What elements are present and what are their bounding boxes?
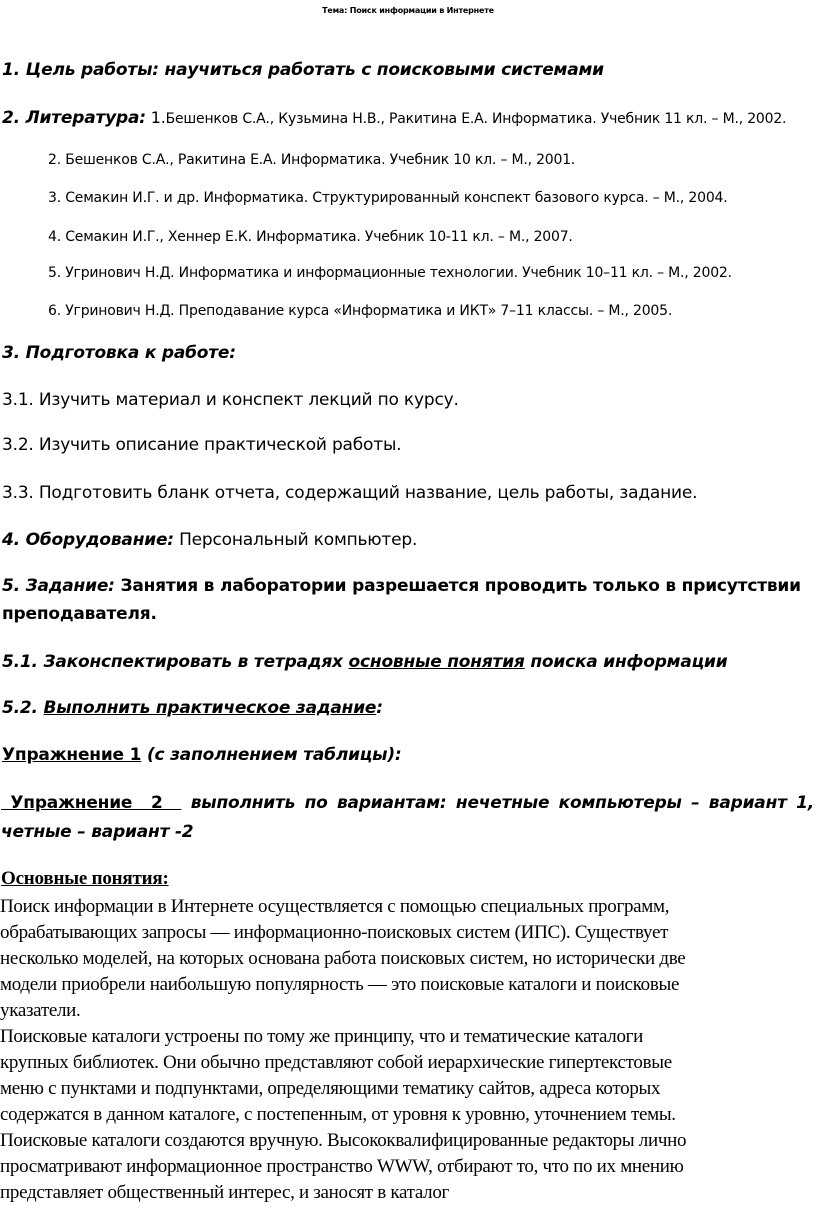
paragraph-line: Поисковые каталоги создаются вручную. Высококвалифицированные редакторы лично — [0, 1130, 687, 1151]
paragraph-line: представляет общественный интерес, и заносят в каталог — [0, 1182, 450, 1203]
paragraph-line: меню с пунктами и подпунктами, определяющими тематику сайтов, адреса которых — [0, 1078, 661, 1099]
exercise-2-word: выполнить — [190, 793, 296, 813]
task-5-1 — [2, 652, 727, 672]
exercise-1-line — [2, 745, 402, 765]
exercise-2-label: Упражнение 2 — [1, 793, 182, 813]
task-5-2-underlined: Выполнить практическое задание — [43, 698, 377, 718]
task-line-1 — [2, 576, 801, 596]
task-text-1: Занятия в лаборатории разрешается проводить только в присутствии — [114, 576, 801, 596]
exercise-2-word: компьютеры — [558, 793, 682, 813]
literature-item-2: 2. Бешенков С.А., Ракитина Е.А. Информатика. Учебник 10 кл. – М., 2001. — [48, 152, 576, 168]
paragraph-line: модели приобрели наибольшую популярность — это поисковые каталоги и поисковые — [0, 974, 680, 995]
task-5-2-prefix: 5.2. — [2, 698, 44, 718]
page-title: Тема: Поиск информации в Интернете — [322, 6, 494, 15]
equipment-line — [2, 530, 417, 550]
exercise-2-word: 1, — [796, 793, 815, 813]
exercise-2-word: нечетные — [455, 793, 550, 813]
exercise-2-word: вариант — [708, 793, 787, 813]
paragraph-line: содержатся в данном каталоге, с постепенным, от уровня к уровню, уточнением темы. — [0, 1104, 676, 1125]
exercise-1-text: (с заполнением таблицы): — [141, 745, 402, 765]
paragraph-line: несколько моделей, на которых основана работа поисковых систем, но исторически две — [0, 948, 686, 969]
literature-item-1: Бешенков С.А., Кузьмина Н.В., Ракитина Е.А. Информатика. Учебник 11 кл. – М., 2002. — [165, 111, 787, 127]
literature-first-line — [2, 108, 786, 128]
paragraph-line: обрабатывающих запросы — информационно-поисковых систем (ИПС). Существует — [0, 922, 669, 943]
literature-label: 2. Литература: — [2, 108, 146, 128]
goal-line: 1. Цель работы: научиться работать с поисковыми системами — [2, 60, 604, 80]
task-5-1-prefix: 5.1. Законспектировать в тетрадях — [2, 652, 349, 672]
exercise-2-word: по — [304, 793, 328, 813]
paragraph-line: крупных библиотек. Они обычно представляют собой иерархические гипертекстовые — [0, 1052, 672, 1073]
equipment-label: 4. Оборудование: — [2, 530, 174, 550]
task-label: 5. Задание: — [2, 576, 115, 596]
exercise-2-line-2: четные – вариант -2 — [1, 822, 194, 842]
paragraph-line: Поисковые каталоги устроены по тому же принципу, что и тематические каталоги — [0, 1026, 644, 1047]
prep-item-3: 3.3. Подготовить бланк отчета, содержащий название, цель работы, задание. — [2, 483, 698, 503]
concepts-heading: Основные понятия: — [1, 868, 169, 889]
literature-item-3: 3. Семакин И.Г. и др. Информатика. Структурированный конспект базового курса. – М., 2004. — [48, 190, 728, 206]
exercise-2-word: – — [691, 793, 700, 813]
task-text-2: преподавателя. — [2, 604, 157, 624]
exercise-2-word: вариантам: — [336, 793, 447, 813]
exercise-1-label: Упражнение 1 — [2, 745, 142, 765]
prep-heading: 3. Подготовка к работе: — [2, 343, 236, 363]
literature-item-6: 6. Угринович Н.Д. Преподавание курса «Информатика и ИКТ» 7–11 классы. – М., 2005. — [48, 303, 673, 319]
paragraph-line: Поиск информации в Интернете осуществляется с помощью специальных программ, — [0, 896, 670, 917]
literature-item-5: 5. Угринович Н.Д. Информатика и информационные технологии. Учебник 10–11 кл. – М., 2002. — [48, 265, 732, 281]
paragraph-line: указатели. — [0, 1000, 81, 1021]
concepts-paragraph — [0, 894, 812, 1206]
task-5-2-suffix: : — [376, 698, 383, 718]
exercise-2-line-1 — [1, 793, 814, 813]
prep-item-2: 3.2. Изучить описание практической работы. — [2, 435, 402, 455]
equipment-value: Персональный компьютер. — [173, 530, 418, 550]
literature-first-num: 1. — [150, 108, 166, 127]
task-5-1-underlined: основные понятия — [348, 652, 525, 672]
prep-item-1: 3.1. Изучить материал и конспект лекций по курсу. — [2, 390, 459, 410]
task-5-2 — [2, 698, 383, 718]
task-5-1-suffix: поиска информации — [524, 652, 728, 672]
literature-item-4: 4. Семакин И.Г., Хеннер Е.К. Информатика. Учебник 10-11 кл. – М., 2007. — [48, 229, 573, 245]
paragraph-line: просматривают информационное пространство WWW, отбирают то, что по их мнению — [0, 1156, 684, 1177]
